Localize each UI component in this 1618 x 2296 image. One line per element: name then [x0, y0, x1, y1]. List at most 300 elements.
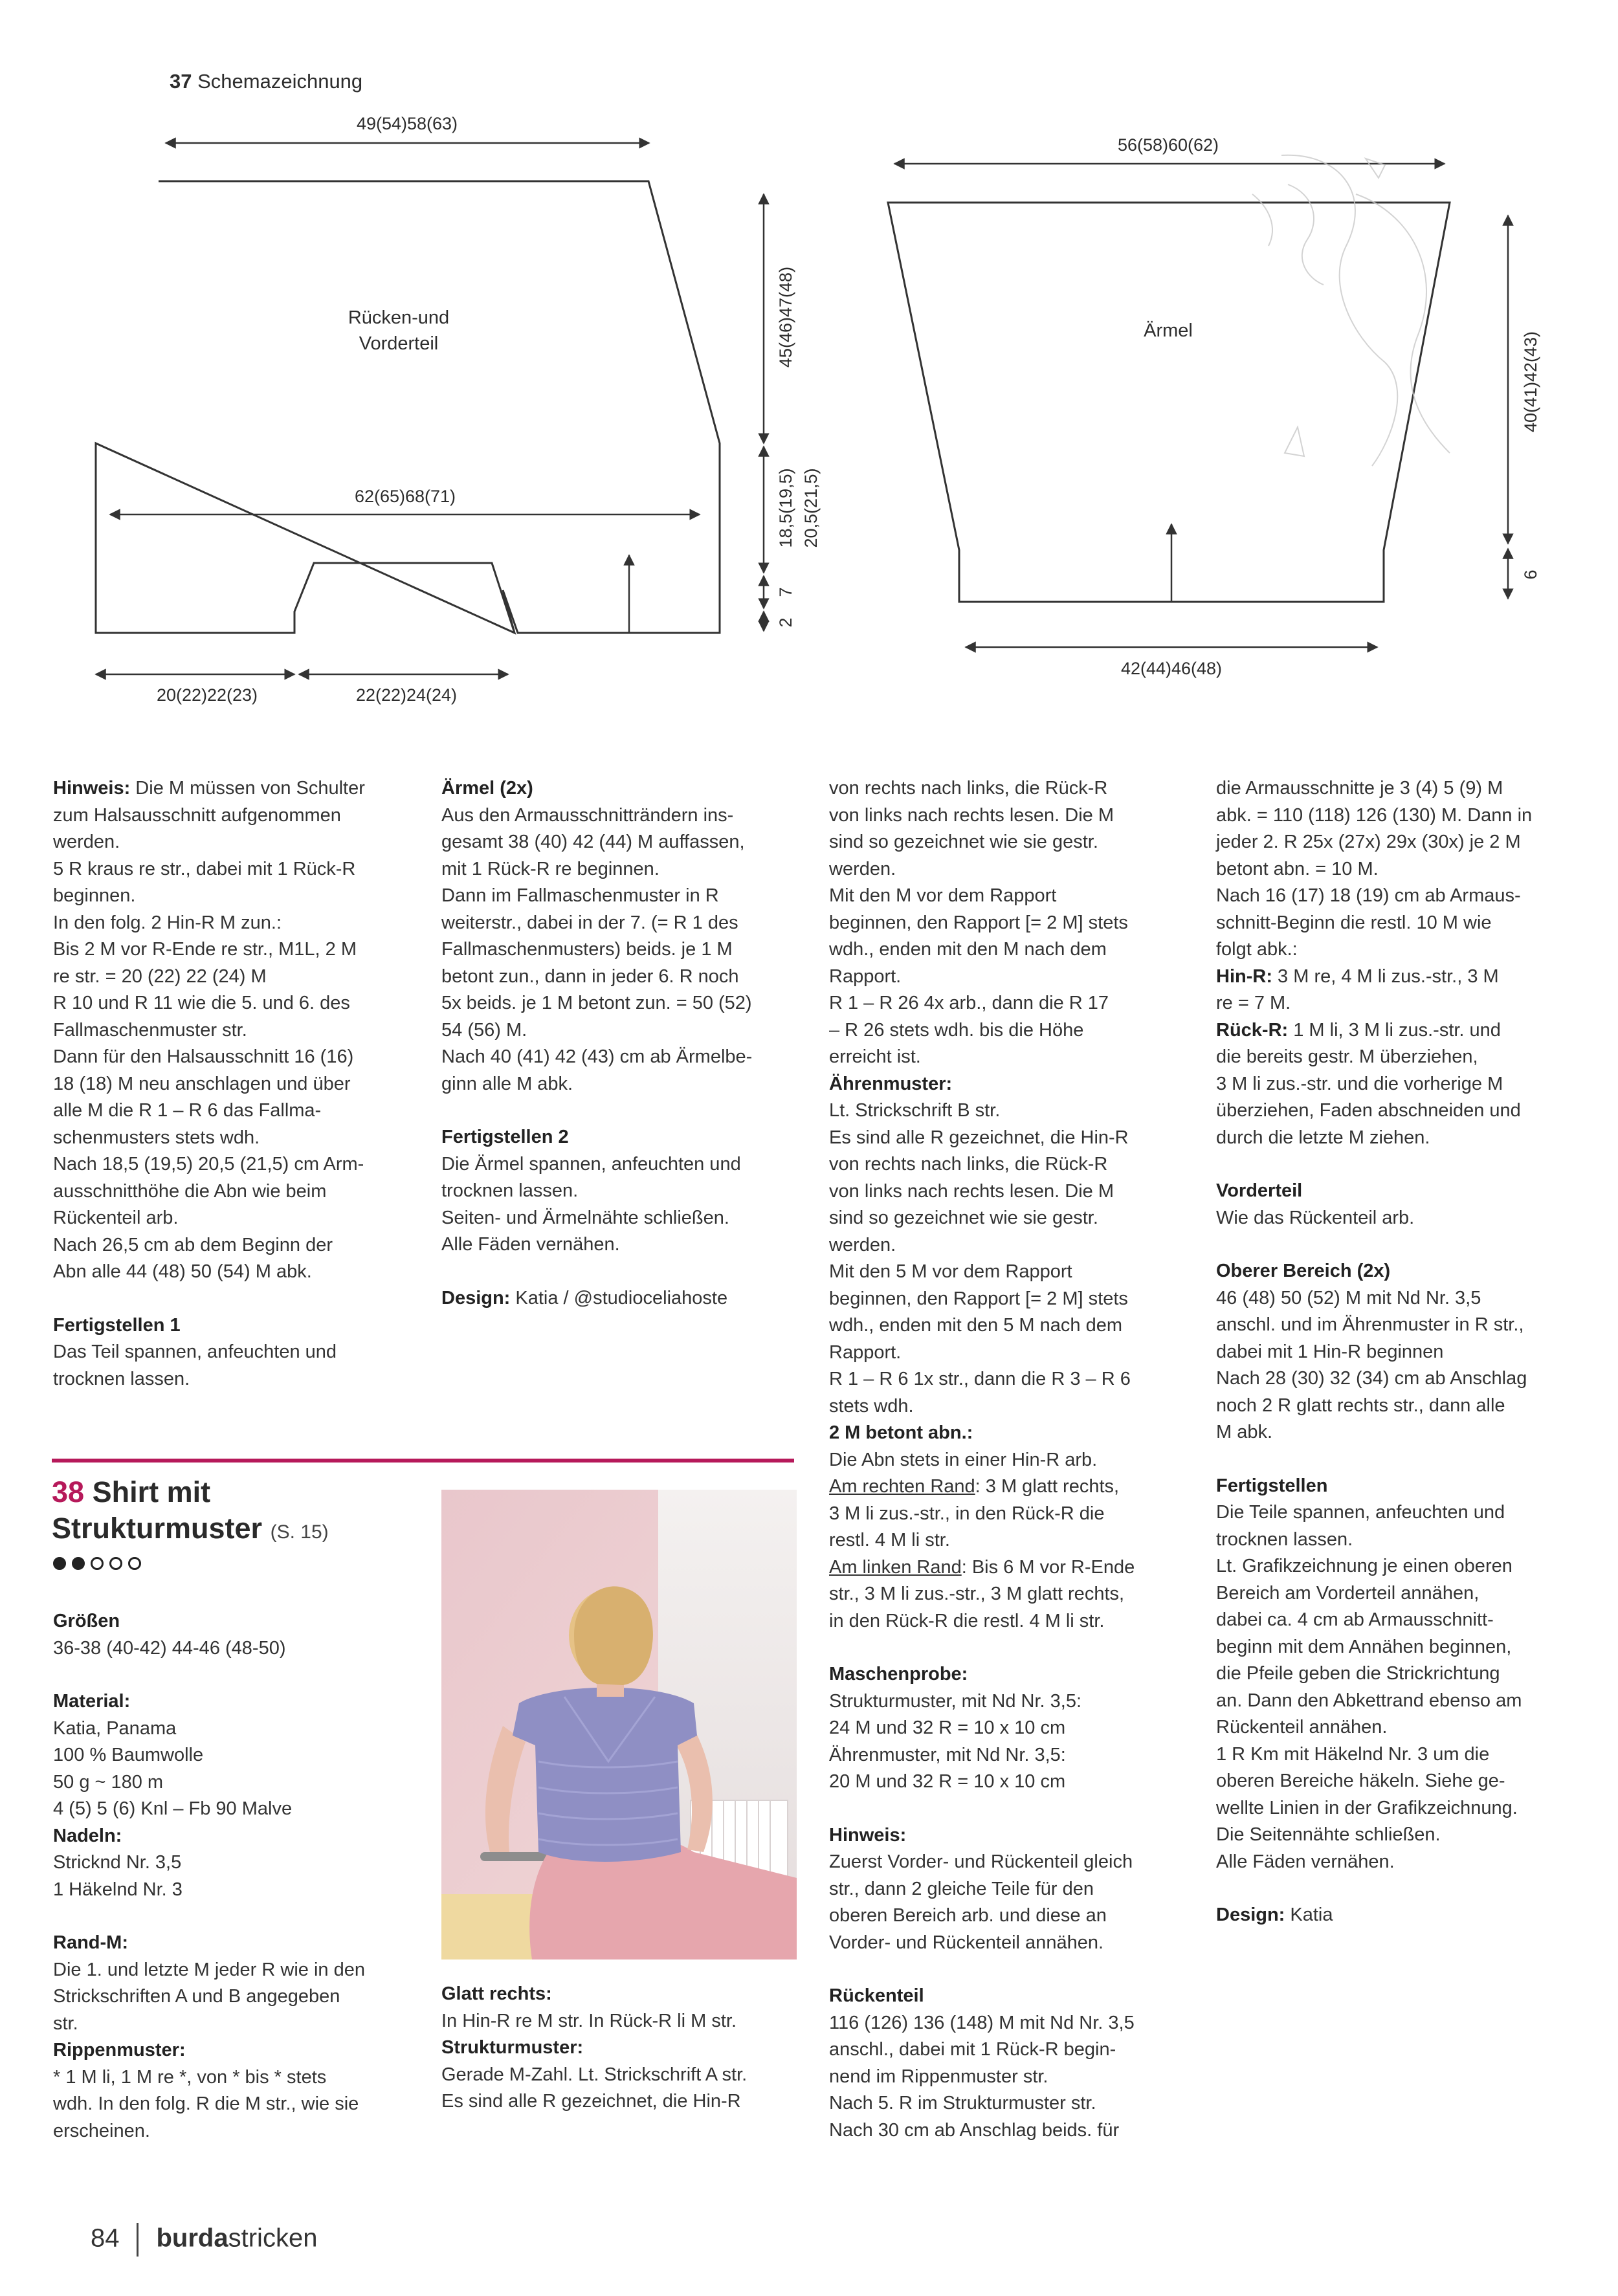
body-bottom-left-width-label: 20(22)22(23): [156, 685, 258, 705]
text-line-content: str.: [53, 2013, 78, 2034]
text-line-content: werden.: [829, 1234, 896, 1255]
text-line: [1216, 775, 1579, 802]
text-line-content: Lt. Strickschrift B str.: [829, 1100, 1001, 1121]
text-line: [829, 1688, 1191, 1716]
text-line: [53, 2037, 416, 2064]
text-line-content: M abk.: [1216, 1422, 1273, 1442]
text-line-bold: Hinweis:: [829, 1824, 907, 1846]
text-line: [829, 1071, 1191, 1098]
column-4: [1216, 775, 1579, 1929]
text-line-content: stets wdh.: [829, 1395, 914, 1417]
text-line-bold: Rück-R:: [1216, 1019, 1289, 1041]
section-38-title-line1: Shirt mit: [92, 1475, 211, 1508]
text-line-content: weiterstr., dabei in der 7. (= R 1 des: [441, 912, 738, 933]
text-line: [441, 829, 804, 856]
text-line-content: erscheinen.: [53, 2120, 150, 2141]
text-line: [53, 1259, 416, 1286]
text-line-content: Alle Fäden vernähen.: [1216, 1851, 1395, 1872]
text-line-content: Mit den M vor dem Rapport: [829, 885, 1057, 906]
text-line-content: nend im Rippenmuster str.: [829, 2066, 1048, 2087]
body-height-7-label: 7: [776, 587, 795, 597]
text-line: [829, 2090, 1191, 2117]
text-line: [829, 1151, 1191, 1178]
text-line-bold: Oberer Bereich (2x): [1216, 1261, 1391, 1281]
text-line-content: beginnen, den Rapport [= 2 M] stets: [829, 1288, 1128, 1309]
text-line: [53, 1125, 416, 1152]
text-line-content: Es sind alle R gezeichnet, die Hin-R: [441, 2091, 741, 2112]
text-line: [53, 1849, 416, 1877]
text-line-bold: Design:: [441, 1287, 511, 1308]
text-line-content: Rückenteil arb.: [53, 1208, 179, 1228]
text-line: [53, 2011, 416, 2038]
text-line: [441, 1151, 804, 1178]
text-line: [1216, 1205, 1579, 1232]
text-line-content: 1 M li, 3 M li zus.-str. und: [1288, 1019, 1501, 1041]
text-line: [829, 1178, 1191, 1206]
text-line-content: 100 % Baumwolle: [53, 1745, 204, 1765]
text-line: [829, 1205, 1191, 1232]
paragraph-gap: [1216, 1446, 1579, 1473]
text-line: [53, 1232, 416, 1259]
text-line: [829, 802, 1191, 830]
text-line: [829, 1420, 1191, 1447]
text-line-content: Seiten- und Ärmelnähte schließen.: [441, 1207, 729, 1228]
text-line: [1216, 1795, 1579, 1822]
text-line: [829, 2037, 1191, 2064]
text-line-content: dabei ca. 4 cm ab Armausschnitt-: [1216, 1609, 1494, 1630]
text-line-content: Abn alle 44 (48) 50 (54) M abk.: [53, 1261, 312, 1282]
text-line-content: Rapport.: [829, 1341, 902, 1363]
text-line-content: werden.: [53, 832, 120, 852]
difficulty-dot-empty: [91, 1557, 104, 1570]
section-38-number: 38: [52, 1475, 85, 1508]
text-line: [441, 964, 804, 991]
text-line-bold: Material:: [53, 1691, 131, 1712]
text-line: [441, 990, 804, 1017]
text-line-content: Bis 2 M vor R-Ende re str., M1L, 2 M: [53, 939, 357, 960]
text-line: [829, 1930, 1191, 1957]
text-line: [829, 1393, 1191, 1420]
text-line: [53, 936, 416, 964]
text-line-content: Rückenteil annähen.: [1216, 1717, 1388, 1738]
schematic-drawing: [0, 0, 1618, 712]
sleeve-top-width-label: 56(58)60(62): [1117, 135, 1219, 155]
text-line: [53, 2064, 416, 2092]
text-line-content: Stricknd Nr. 3,5: [53, 1852, 182, 1873]
text-line: [1216, 1419, 1579, 1446]
text-line-bold: Hin-R:: [1216, 966, 1272, 987]
section-38-rule: [52, 1459, 794, 1463]
text-line: [1216, 802, 1579, 830]
text-line-content: re = 7 M.: [1216, 993, 1291, 1013]
text-line-content: von links nach rechts lesen. Die M: [829, 804, 1114, 826]
text-line: [829, 1312, 1191, 1340]
text-line: [53, 1688, 416, 1716]
section-38-title-line2: Strukturmuster: [52, 1512, 263, 1545]
difficulty-dot-empty: [109, 1557, 122, 1570]
body-height-2-label: 2: [776, 617, 795, 628]
text-line: [53, 1769, 416, 1796]
text-line-content: Zuerst Vorder- und Rückenteil gleich: [829, 1851, 1133, 1872]
paragraph-gap: [441, 1098, 804, 1124]
text-line: [441, 910, 804, 937]
text-line: [53, 1716, 416, 1743]
text-line-bold: Vorderteil: [1216, 1180, 1303, 1201]
text-line: [1216, 1071, 1579, 1098]
text-line-content: Mit den 5 M vor dem Rapport: [829, 1261, 1072, 1282]
text-line: [1216, 1339, 1579, 1366]
page-number: 84: [91, 2224, 120, 2253]
text-line-content: trocknen lassen.: [1216, 1529, 1353, 1550]
text-line: [53, 856, 416, 883]
text-line-content: sind so gezeichnet wie sie gestr.: [829, 1208, 1098, 1228]
body-height-mid-a-label: 18,5(19,5): [776, 468, 795, 548]
text-line: [441, 1071, 804, 1098]
text-line-content: re str. = 20 (22) 22 (24) M: [53, 966, 267, 987]
text-line: [1216, 1822, 1579, 1849]
text-line-content: Fallmaschenmuster str.: [53, 1019, 247, 1041]
text-line: [53, 1366, 416, 1393]
text-line-content: schnitt-Beginn die restl. 10 M wie: [1216, 912, 1492, 933]
text-line: [829, 990, 1191, 1017]
text-line: [441, 1205, 804, 1232]
text-line-content: zum Halsausschnitt aufgenommen: [53, 804, 341, 826]
text-line-content: restl. 4 M li str.: [829, 1530, 950, 1551]
sleeve-piece-outline: [888, 203, 1450, 602]
text-line-underlined: Am rechten Rand: [829, 1476, 975, 1497]
text-line: [1216, 990, 1579, 1017]
text-line: [829, 1098, 1191, 1125]
text-line-content: wdh., enden mit den 5 M nach dem: [829, 1315, 1122, 1336]
text-line: [1216, 1902, 1579, 1929]
text-line-content: die bereits gestr. M überziehen,: [1216, 1046, 1478, 1067]
paragraph-gap: [1216, 1875, 1579, 1902]
text-line: [53, 1957, 416, 1984]
text-line: [829, 2064, 1191, 2091]
sleeve-bottom-width-label: 42(44)46(48): [1120, 659, 1223, 678]
text-line: [1216, 964, 1579, 991]
text-line-content: Katia: [1285, 1904, 1333, 1925]
text-line: [441, 1285, 804, 1312]
text-line: [441, 936, 804, 964]
text-line: [53, 1608, 416, 1635]
text-line: [441, 2008, 804, 2035]
text-line: [829, 883, 1191, 910]
text-line-content: 3 M li zus.-str. und die vorherige M: [1216, 1073, 1503, 1094]
text-line-content: noch 2 R glatt rechts str., dann alle: [1216, 1395, 1505, 1416]
text-line: [829, 936, 1191, 964]
column-3: [829, 775, 1191, 2144]
paragraph-gap: [1216, 1151, 1579, 1178]
text-line: [53, 1071, 416, 1098]
difficulty-rating: [53, 1557, 147, 1573]
text-line-content: überziehen, Faden abschneiden und: [1216, 1100, 1521, 1121]
text-line-content: wellte Linien in der Grafikzeichnung.: [1216, 1797, 1518, 1818]
text-line: [53, 964, 416, 991]
text-line-content: von links nach rechts lesen. Die M: [829, 1180, 1114, 1202]
text-line-content: – R 26 stets wdh. bis die Höhe: [829, 1019, 1084, 1041]
text-line-bold: Nadeln:: [53, 1825, 122, 1846]
text-line-content: * 1 M li, 1 M re *, von * bis * stets: [53, 2066, 327, 2088]
text-line-bold: Rand-M:: [53, 1932, 128, 1953]
body-piece-label-1: Rücken-und: [348, 307, 450, 328]
paragraph-gap: [1216, 1231, 1579, 1258]
text-line-content: Vorder- und Rückenteil annähen.: [829, 1932, 1104, 1953]
brand-logo-regular: stricken: [228, 2224, 318, 2253]
text-line-bold: Größen: [53, 1611, 120, 1631]
text-line-content: Strickschriften A und B angegeben: [53, 1986, 340, 2007]
text-line-content: erreicht ist.: [829, 1046, 921, 1067]
text-line: [441, 2035, 804, 2062]
text-line: [441, 1231, 804, 1259]
text-line-content: Das Teil spannen, anfeuchten und: [53, 1341, 337, 1362]
body-height-mid-b-label: 20,5(21,5): [801, 468, 821, 548]
text-line-content: wdh., enden mit den M nach dem: [829, 939, 1107, 960]
text-line-content: Bereich am Vorderteil annähen,: [1216, 1582, 1479, 1604]
difficulty-dot-empty: [128, 1557, 141, 1570]
text-line: [53, 829, 416, 856]
text-line-content: 5x beids. je 1 M betont zun. = 50 (52): [441, 993, 752, 1013]
text-line: [441, 2088, 804, 2115]
text-line: [441, 1017, 804, 1044]
text-line-content: 36-38 (40-42) 44-46 (48-50): [53, 1637, 286, 1659]
text-line: [829, 1903, 1191, 1930]
text-line-content: trocknen lassen.: [53, 1368, 190, 1389]
text-line: [53, 1877, 416, 1904]
text-line: [1216, 1527, 1579, 1554]
text-line-content: str., dann 2 gleiche Teile für den: [829, 1878, 1094, 1899]
text-line-content: Nach 16 (17) 18 (19) cm ab Armaus-: [1216, 885, 1521, 906]
body-piece-label-2: Vorderteil: [359, 333, 439, 354]
text-line-content: von rechts nach links, die Rück-R: [829, 1154, 1108, 1175]
text-line-content: Nach 30 cm ab Anschlag beids. für: [829, 2119, 1120, 2141]
text-line: [1216, 1634, 1579, 1661]
text-line-content: die Armausschnitte je 3 (4) 5 (9) M: [1216, 778, 1503, 799]
text-line-content: mit 1 Rück-R re beginnen.: [441, 858, 659, 879]
text-line-content: Fallmaschenmusters) beids. je 1 M: [441, 939, 733, 960]
text-line: [829, 964, 1191, 991]
model-photo: [441, 1490, 797, 1959]
text-line-content: : Bis 6 M vor R-Ende: [961, 1556, 1135, 1578]
text-line-content: von rechts nach links, die Rück-R: [829, 778, 1108, 799]
body-bottom-center-width-label: 22(22)24(24): [355, 685, 458, 705]
text-line: [1216, 1312, 1579, 1339]
paragraph-gap: [441, 1259, 804, 1285]
text-line-bold: Hinweis:: [53, 778, 131, 799]
text-line: [829, 1983, 1191, 2010]
text-line-content: R 1 – R 6 1x str., dann die R 3 – R 6: [829, 1369, 1131, 1389]
text-line-content: Lt. Grafikzeichnung je einen oberen: [1216, 1556, 1513, 1576]
text-line-content: anschl., dabei mit 1 Rück-R begin-: [829, 2039, 1116, 2060]
column-1-bottom: [53, 1608, 416, 2145]
text-line: [829, 856, 1191, 883]
text-line: [53, 1635, 416, 1662]
paragraph-gap: [53, 1662, 416, 1688]
text-line: [829, 1661, 1191, 1688]
text-line: [1216, 1178, 1579, 1205]
text-line-content: dabei mit 1 Hin-R beginnen: [1216, 1341, 1444, 1362]
text-line: [53, 1098, 416, 1125]
text-line: [829, 1501, 1191, 1528]
text-line: [829, 1447, 1191, 1474]
text-line: [829, 1554, 1191, 1582]
text-line-content: ginn alle M abk.: [441, 1073, 573, 1094]
text-line-content: Katia / @studioceliahoste: [510, 1287, 728, 1308]
text-line: [53, 1178, 416, 1206]
text-line-content: 3 M re, 4 M li zus.-str., 3 M: [1272, 966, 1499, 987]
text-line: [1216, 1580, 1579, 1607]
text-line: [1216, 936, 1579, 964]
text-line: [829, 1527, 1191, 1554]
text-line: [1216, 1768, 1579, 1795]
text-line-content: werden.: [829, 858, 896, 879]
section-38-page-ref: (S. 15): [270, 1521, 329, 1543]
text-line-content: jeder 2. R 25x (27x) 29x (30x) je 2 M: [1216, 832, 1521, 852]
text-line: [829, 1286, 1191, 1313]
text-line-bold: 2 M betont abn.:: [829, 1422, 973, 1443]
text-line-bold: Ährenmuster:: [829, 1073, 953, 1094]
text-line-content: Alle Fäden vernähen.: [441, 1234, 620, 1255]
text-line: [1216, 883, 1579, 910]
brand-logo: [157, 2224, 318, 2253]
text-line: [829, 1608, 1191, 1635]
text-line: [829, 1125, 1191, 1152]
text-line: [441, 883, 804, 910]
schematic-title: Schemazeichnung: [197, 70, 363, 93]
text-line-content: 24 M und 32 R = 10 x 10 cm: [829, 1717, 1066, 1738]
text-line: [1216, 1499, 1579, 1527]
text-line-bold: Fertigstellen 2: [441, 1127, 569, 1147]
text-line-content: Ährenmuster, mit Nd Nr. 3,5:: [829, 1744, 1066, 1765]
text-line: [1216, 1661, 1579, 1688]
paragraph-gap: [53, 1286, 416, 1312]
text-line: [441, 2062, 804, 2089]
text-line-content: 3 M li zus.-str., in den Rück-R die: [829, 1503, 1105, 1524]
text-line: [53, 1339, 416, 1366]
text-line-content: sind so gezeichnet wie sie gestr.: [829, 832, 1098, 852]
text-line-content: 50 g ~ 180 m: [53, 1771, 164, 1793]
text-line: [829, 1581, 1191, 1608]
text-line-content: In den folg. 2 Hin-R M zun.:: [53, 912, 282, 933]
column-1-top: [53, 775, 416, 1393]
text-line-content: 4 (5) 5 (6) Knl – Fb 90 Malve: [53, 1798, 293, 1819]
text-line: [1216, 1393, 1579, 1420]
paragraph-gap: [829, 1796, 1191, 1822]
text-line-content: folgt abk.:: [1216, 939, 1298, 960]
text-line-content: beginnen, den Rapport [= 2 M] stets: [829, 912, 1128, 933]
text-line: [829, 1742, 1191, 1769]
text-line-content: beginn mit dem Annähen beginnen,: [1216, 1636, 1512, 1657]
text-line: [829, 1876, 1191, 1903]
text-line: [53, 775, 416, 802]
text-line-content: Nach 26,5 cm ab dem Beginn der: [53, 1234, 333, 1255]
schematic-number: 37: [170, 70, 192, 93]
text-line-bold: Ärmel (2x): [441, 778, 533, 799]
text-line-content: 116 (126) 136 (148) M mit Nd Nr. 3,5: [829, 2012, 1135, 2033]
text-line: [1216, 910, 1579, 937]
text-line: [829, 829, 1191, 856]
text-line-content: Es sind alle R gezeichnet, die Hin-R: [829, 1127, 1129, 1148]
sleeve-piece-label: Ärmel: [1144, 320, 1193, 341]
text-line: [1216, 1741, 1579, 1769]
text-line: [441, 1981, 804, 2008]
text-line-content: 1 Häkelnd Nr. 3: [53, 1879, 183, 1900]
section-38-title: [52, 1474, 329, 1551]
text-line: [53, 1312, 416, 1340]
column-2-bottom: [441, 1981, 804, 2115]
text-line: [441, 1178, 804, 1205]
text-line-content: gesamt 38 (40) 42 (44) M auffassen,: [441, 832, 745, 852]
page-footer: [91, 2223, 317, 2257]
sleeve-height-lower-label: 6: [1521, 569, 1540, 580]
text-line-content: Die Ärmel spannen, anfeuchten und: [441, 1153, 741, 1175]
text-line-bold: Design:: [1216, 1904, 1285, 1925]
text-line: [829, 2010, 1191, 2037]
text-line: [53, 1983, 416, 2011]
footer-divider: [137, 2223, 139, 2257]
text-line-underlined: Am linken Rand: [829, 1556, 962, 1578]
text-line: [829, 1769, 1191, 1796]
text-line-content: Die Teile spannen, anfeuchten und: [1216, 1502, 1505, 1523]
text-line-bold: Maschenprobe:: [829, 1664, 968, 1684]
text-line: [53, 883, 416, 910]
text-line: [1216, 1044, 1579, 1071]
text-line-content: Wie das Rückenteil arb.: [1216, 1207, 1415, 1228]
text-line-content: Gerade M-Zahl. Lt. Strickschrift A str.: [441, 2064, 748, 2085]
paragraph-gap: [829, 1635, 1191, 1661]
text-line: [829, 1017, 1191, 1044]
text-line-content: : 3 M glatt rechts,: [975, 1476, 1120, 1497]
text-line-content: 5 R kraus re str., dabei mit 1 Rück-R: [53, 858, 356, 879]
body-top-width-label: 49(54)58(63): [356, 114, 458, 133]
paragraph-gap: [829, 1956, 1191, 1983]
text-line: [53, 802, 416, 830]
text-line: [829, 1849, 1191, 1876]
sleeve-height-upper-label: 40(41)42(43): [1521, 331, 1540, 433]
text-line: [1216, 1688, 1579, 1715]
text-line: [53, 910, 416, 937]
text-line: [1216, 1258, 1579, 1285]
text-line: [829, 1474, 1191, 1501]
text-line: [829, 2117, 1191, 2145]
text-line-content: Nach 28 (30) 32 (34) cm ab Anschlag: [1216, 1368, 1527, 1389]
text-line-content: R 10 und R 11 wie die 5. und 6. des: [53, 993, 350, 1013]
text-line-content: Nach 18,5 (19,5) 20,5 (21,5) cm Arm-: [53, 1154, 364, 1175]
text-line: [1216, 1098, 1579, 1125]
text-line-content: die Pfeile geben die Strickrichtung: [1216, 1663, 1500, 1684]
text-line-content: in den Rück-R die restl. 4 M li str.: [829, 1610, 1105, 1631]
text-line-content: betont abn. = 10 M.: [1216, 858, 1379, 879]
text-line-content: Die 1. und letzte M jeder R wie in den: [53, 1959, 365, 1980]
text-line: [53, 1742, 416, 1769]
text-line-content: In Hin-R re M str. In Rück-R li M str.: [441, 2010, 737, 2031]
text-line: [1216, 1473, 1579, 1500]
text-line-content: Die Seitennähte schließen.: [1216, 1824, 1441, 1845]
text-line: [829, 1366, 1191, 1393]
text-line: [53, 1796, 416, 1823]
text-line-content: wdh. In den folg. R die M str., wie sie: [53, 2093, 359, 2114]
text-line: [829, 1822, 1191, 1849]
text-line-bold: Rückenteil: [829, 1985, 924, 2006]
text-line: [441, 802, 804, 830]
text-line-content: alle M die R 1 – R 6 das Fallma-: [53, 1100, 322, 1121]
text-line-content: betont zun., dann in jeder 6. R noch: [441, 966, 739, 987]
model-photo-image: [441, 1490, 797, 1959]
text-line-content: R 1 – R 26 4x arb., dann die R 17: [829, 993, 1109, 1013]
text-line-content: schenmusters stets wdh.: [53, 1127, 260, 1148]
text-line-content: 1 R Km mit Häkelnd Nr. 3 um die: [1216, 1743, 1490, 1765]
text-line: [829, 775, 1191, 802]
